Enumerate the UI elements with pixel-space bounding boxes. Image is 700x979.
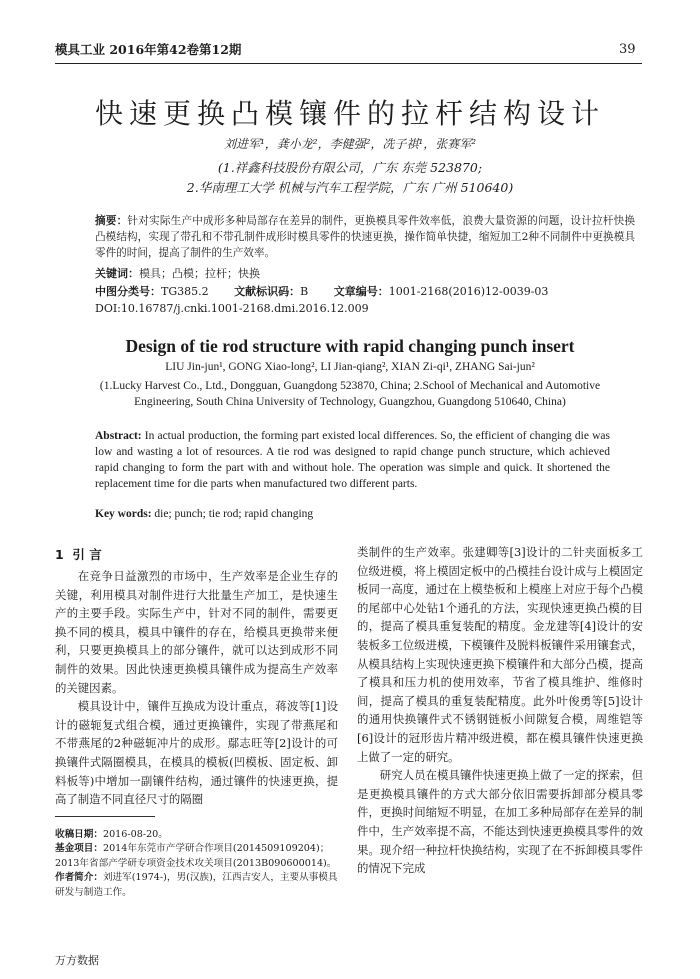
footnote-received bbox=[55, 828, 341, 842]
keywords-zh bbox=[95, 266, 640, 281]
section-title: 引 言 bbox=[72, 547, 102, 562]
footnote-funding bbox=[55, 842, 341, 871]
footnote-text: 刘进军(1974-)，男(汉族)，江西吉安人，主要从事模具研发与制造工作。 bbox=[55, 872, 338, 898]
doc-code-label: 文献标识码： bbox=[234, 285, 301, 298]
paper-title-zh: 快速更换凸模镶件的拉杆结构设计 bbox=[94, 97, 605, 130]
footnotes bbox=[55, 828, 341, 900]
footnote-text: 2014年东莞市产学研合作项目(2014509109204)；2013年省部产学研专项资金技术攻关项目(2013B090600014)。 bbox=[55, 843, 337, 869]
affiliation-zh-2: 2.华南理工大学 机械与汽车工程学院，广东 广州 510640) bbox=[186, 180, 514, 195]
body-paragraph: 类制件的生产效率。张建卿等[3]设计的二针夹面板多工位级进模，将上模固定板中的凸模挂台设计成与上模固定板同一高度，通过在上模垫板和上模座上对应于每个凸模的尾部中心处钻1个通孔的方法，实现快速更换凸模的目的，提高了模具重复装配的精度。金龙建等[4]设计的安装板多工位级进模，下模镶件及脱料板镶件采用镶套式，从模具结构上实现快速更换下模镶件和大部分凸模，提高了模具和压力机的使用效率，节省了模具维护、维修时间，提高了模具的重复装配精度。此外叶俊勇等[5]设计的通用快换镶件式不锈钢链板小间隙复合模，周维铠等[6]设计的冠形齿片精冲级进模，都在模具镶件快速更换上做了一定的研究。 bbox=[357, 545, 643, 764]
classification-line bbox=[95, 284, 640, 299]
section-heading-introduction bbox=[55, 545, 102, 563]
body-column-right bbox=[357, 543, 643, 878]
paper-title-en: Design of tie rod structure with rapid changing punch insert bbox=[125, 336, 575, 356]
body-paragraph: 模具设计中，镶件互换成为设计重点，蒋波等[1]设计的磁轭复式组合模，通过更换镶件，实现了带燕尾和不带燕尾的2种磁轭冲片的成形。鄢志旺等[2]设计的可换镶件式隔圈模具，在模具的模板(凹模板、固定板、卸料板等)中增加一副镶件结构，通过镶件的快速更换，提高了制造不同直径尺寸的隔圈 bbox=[55, 699, 338, 807]
keywords-en-text: die; punch; tie rod; rapid changing bbox=[151, 508, 314, 520]
body-column-left bbox=[55, 567, 338, 809]
affiliation-zh-1: (1.祥鑫科技股份有限公司，广东 东莞 523870; bbox=[217, 160, 483, 175]
doi-label: DOI: bbox=[95, 302, 121, 315]
authors-zh: 刘进军¹，龚小龙²，李健强²，冼子祺¹，张赛军² bbox=[223, 137, 477, 151]
body-paragraph: 在竞争日益激烈的市场中，生产效率是企业生存的关键，利用模具对制件进行大批量生产加工，是快速生产的主要手段。实际生产中，针对不同的制件，需要更换不同的模具，模具中镶件的存在，给模具更换带来便利，只要更换模具上的部分镶件，就可以达到成形不同制件的效果。因此快速更换模具镶件成为提高生产效率的关键因素。 bbox=[55, 569, 338, 695]
doi-line bbox=[95, 301, 640, 316]
clc-value: TG385.2 bbox=[161, 285, 209, 298]
article-no-label: 文章编号： bbox=[333, 285, 389, 298]
footnote-divider bbox=[55, 816, 155, 817]
keywords-zh-label: 关键词： bbox=[95, 267, 139, 280]
keywords-zh-text: 模具；凸模；拉杆；快换 bbox=[139, 267, 260, 280]
keywords-en-label: Key words: bbox=[95, 508, 152, 520]
footnote-label: 基金项目： bbox=[55, 843, 103, 855]
body-paragraph: 研究人员在模具镶件快速更换上做了一定的探索，但是更换模具镶件的方式大部分依旧需要拆卸部分模具零件，更换时间缩短不明显，在加工多种局部存在差异的制件中，生产效率提不高，不能达到快速更换模具零件的效果。现介绍一种拉杆快换结构，实现了在不拆卸模具零件的情况下完成 bbox=[357, 768, 643, 876]
clc-label: 中图分类号： bbox=[95, 285, 161, 298]
footnote-label: 收稿日期： bbox=[55, 829, 103, 840]
abstract-zh-text: 针对实际生产中成形多种局部存在差异的制件，更换模具零件效率低，浪费大量资源的问题，设计拉杆快换凸模结构，实现了带孔和不带孔制件成形时模具零件的快速更换，操作简单快捷，缩短加工2种不同制件中更换模具零件的时间，提高了制件的生产效率。 bbox=[95, 215, 636, 259]
abstract-en bbox=[95, 428, 610, 492]
abstract-zh-label: 摘要： bbox=[95, 215, 128, 227]
article-no-value: 1001-2168(2016)12-0039-03 bbox=[388, 285, 549, 298]
header-divider bbox=[55, 63, 642, 64]
doi-value: 10.16787/j.cnki.1001-2168.dmi.2016.12.009 bbox=[120, 302, 369, 315]
abstract-en-label: Abstract: bbox=[95, 430, 142, 442]
page-number: 39 bbox=[619, 42, 636, 57]
abstract-zh bbox=[95, 213, 635, 261]
footer-watermark: 万方数据 bbox=[55, 954, 99, 967]
footnote-author-bio bbox=[55, 871, 341, 900]
affiliations-en: (1.Lucky Harvest Co., Ltd., Dongguan, Guangdong 523870, China; 2.School of Mechanical and Automotive Engineering, South China University of Technology, Guangzhou, Guangdong 510640, China) bbox=[99, 380, 601, 408]
footnote-label: 作者简介： bbox=[55, 872, 103, 884]
keywords-en bbox=[95, 508, 610, 520]
doc-code-value: B bbox=[300, 285, 309, 298]
authors-en: LIU Jin-jun¹, GONG Xiao-long², LI Jian-qiang², XIAN Zi-qi¹, ZHANG Sai-jun² bbox=[165, 361, 535, 373]
footnote-text: 2016-08-20。 bbox=[102, 829, 168, 840]
running-header-journal: 模具工业 2016年第42卷第12期 bbox=[55, 42, 242, 57]
abstract-en-text: In actual production, the forming part existed local differences. So, the efficient of changing die was low and wasting a lot of resources. A tie rod was designed to rapid change punch structure, which achieved rapid changing to form the part with and without hole. The operation was simple and quick. It shortened the replacement time for die parts when manufactured two different parts. bbox=[95, 430, 610, 490]
section-number: 1 bbox=[55, 547, 64, 562]
